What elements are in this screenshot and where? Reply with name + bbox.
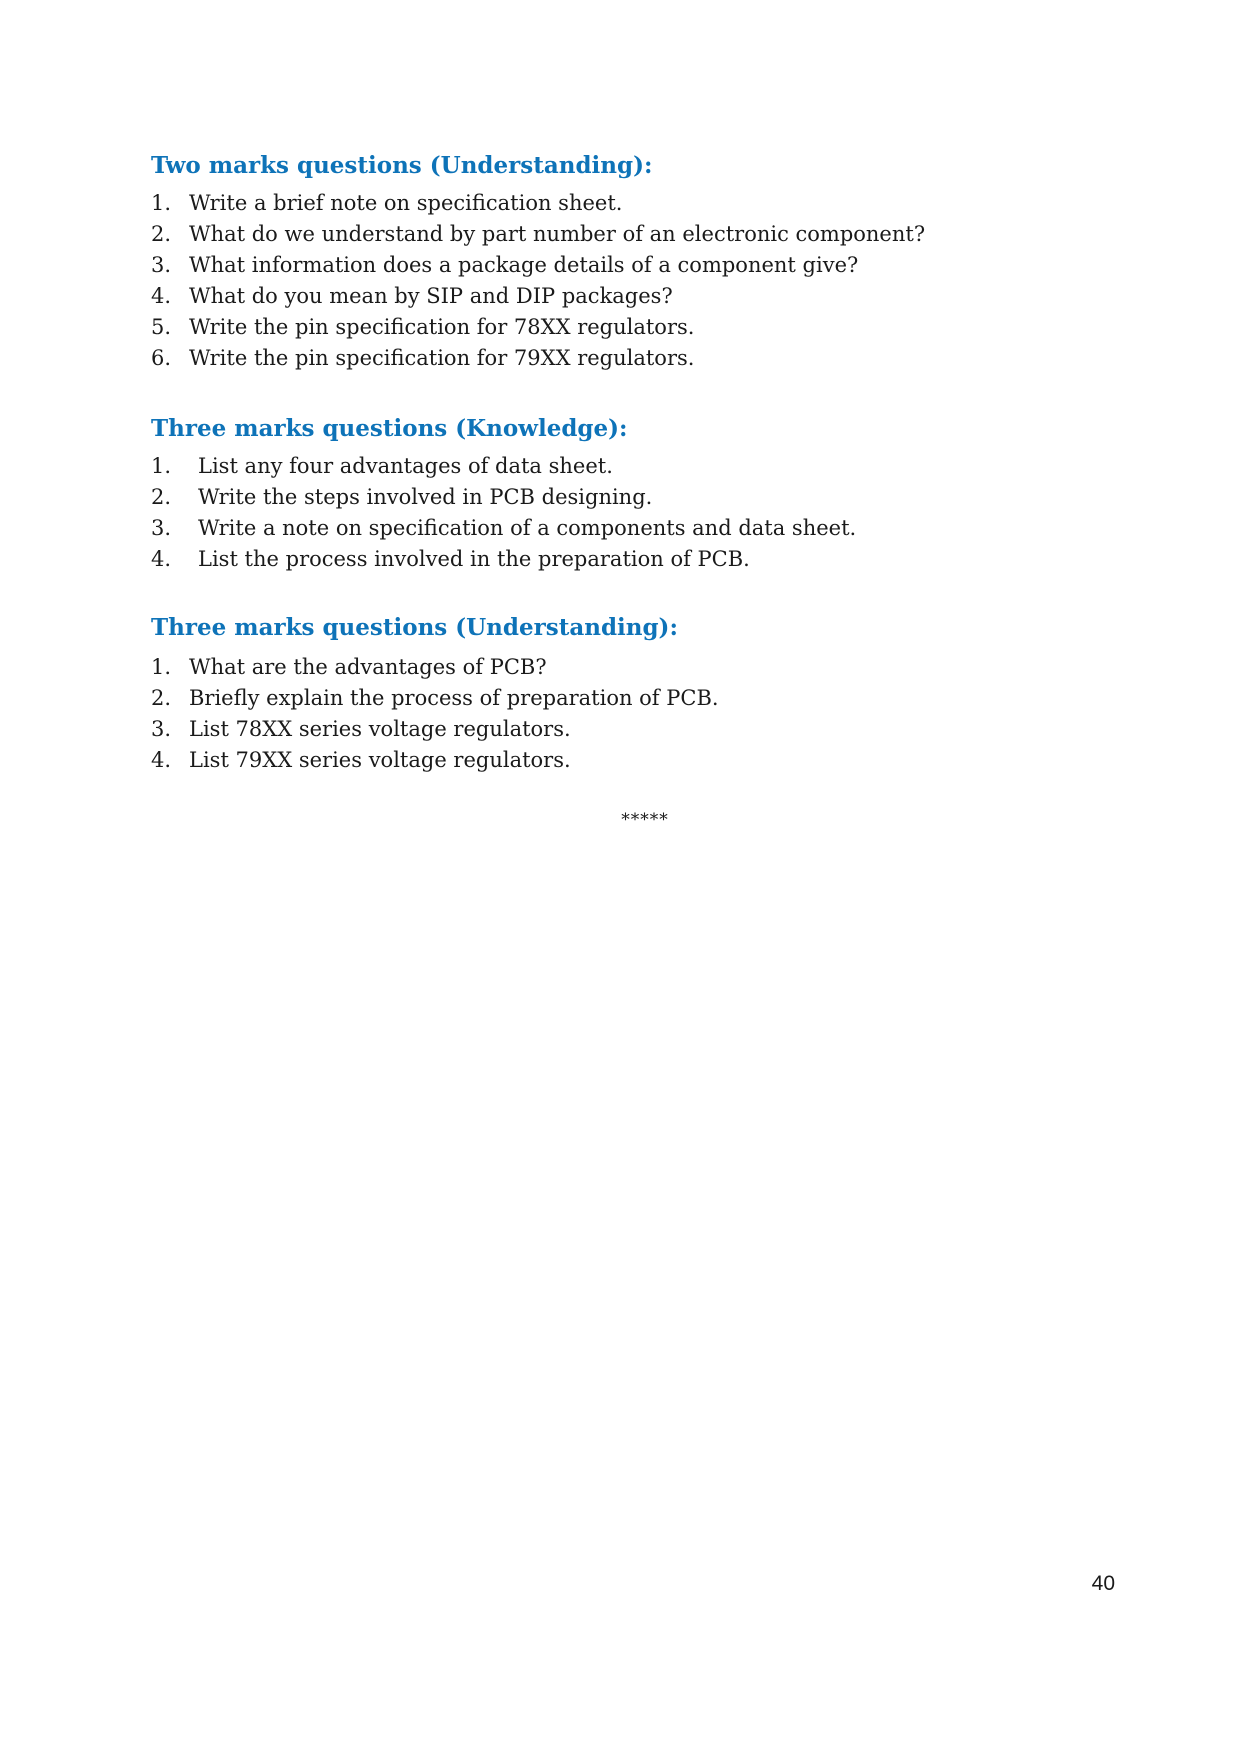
question-number: 2. (151, 485, 172, 509)
question-number: 2. (151, 686, 172, 710)
question-item (151, 745, 1051, 776)
question-number: 4. (151, 284, 172, 308)
question-number: 5. (151, 315, 172, 339)
section-two-marks-understanding (151, 146, 1051, 374)
question-item (151, 281, 1051, 312)
question-item (151, 683, 1051, 714)
question-item (151, 250, 1051, 281)
question-text: Briefly explain the process of preparation of PCB. (189, 686, 719, 710)
end-of-section-mark: ***** (621, 810, 669, 830)
question-text: Write a brief note on specification sheet. (189, 191, 623, 215)
page-number: 40 (1091, 1572, 1115, 1595)
question-number: 3. (151, 516, 172, 540)
question-number: 3. (151, 717, 172, 741)
question-text: What information does a package details of a component give? (189, 253, 859, 277)
question-text: What are the advantages of PCB? (189, 655, 547, 679)
question-item (151, 714, 1051, 745)
section-heading: Three marks questions (Understanding): (151, 614, 678, 641)
question-item (151, 219, 1051, 250)
question-item (151, 544, 1051, 575)
question-text: Write the pin specification for 78XX regulators. (189, 315, 695, 339)
question-text: Write the pin specification for 79XX regulators. (189, 346, 695, 370)
question-item (151, 343, 1051, 374)
question-text: List the process involved in the preparation of PCB. (198, 547, 750, 571)
question-list (151, 652, 1051, 776)
question-number: 3. (151, 253, 172, 277)
question-number: 4. (151, 547, 172, 571)
question-number: 1. (151, 191, 172, 215)
question-number: 4. (151, 748, 172, 772)
question-text: What do we understand by part number of an electronic component? (189, 222, 926, 246)
question-text: List any four advantages of data sheet. (198, 454, 613, 478)
question-item (151, 482, 1051, 513)
question-item (151, 312, 1051, 343)
section-heading: Two marks questions (Understanding): (151, 152, 653, 179)
question-item (151, 513, 1051, 544)
section-three-marks-understanding (151, 608, 1051, 776)
question-item (151, 188, 1051, 219)
question-text: Write a note on specification of a components and data sheet. (198, 516, 857, 540)
question-list (151, 451, 1051, 575)
question-number: 1. (151, 454, 172, 478)
section-three-marks-knowledge (151, 409, 1051, 575)
question-item (151, 451, 1051, 482)
question-list (151, 188, 1051, 374)
question-text: Write the steps involved in PCB designing. (198, 485, 653, 509)
question-number: 2. (151, 222, 172, 246)
question-number: 1. (151, 655, 172, 679)
question-text: What do you mean by SIP and DIP packages? (189, 284, 673, 308)
question-item (151, 652, 1051, 683)
question-text: List 79XX series voltage regulators. (189, 748, 571, 772)
question-text: List 78XX series voltage regulators. (189, 717, 571, 741)
section-heading: Three marks questions (Knowledge): (151, 415, 628, 442)
question-number: 6. (151, 346, 172, 370)
